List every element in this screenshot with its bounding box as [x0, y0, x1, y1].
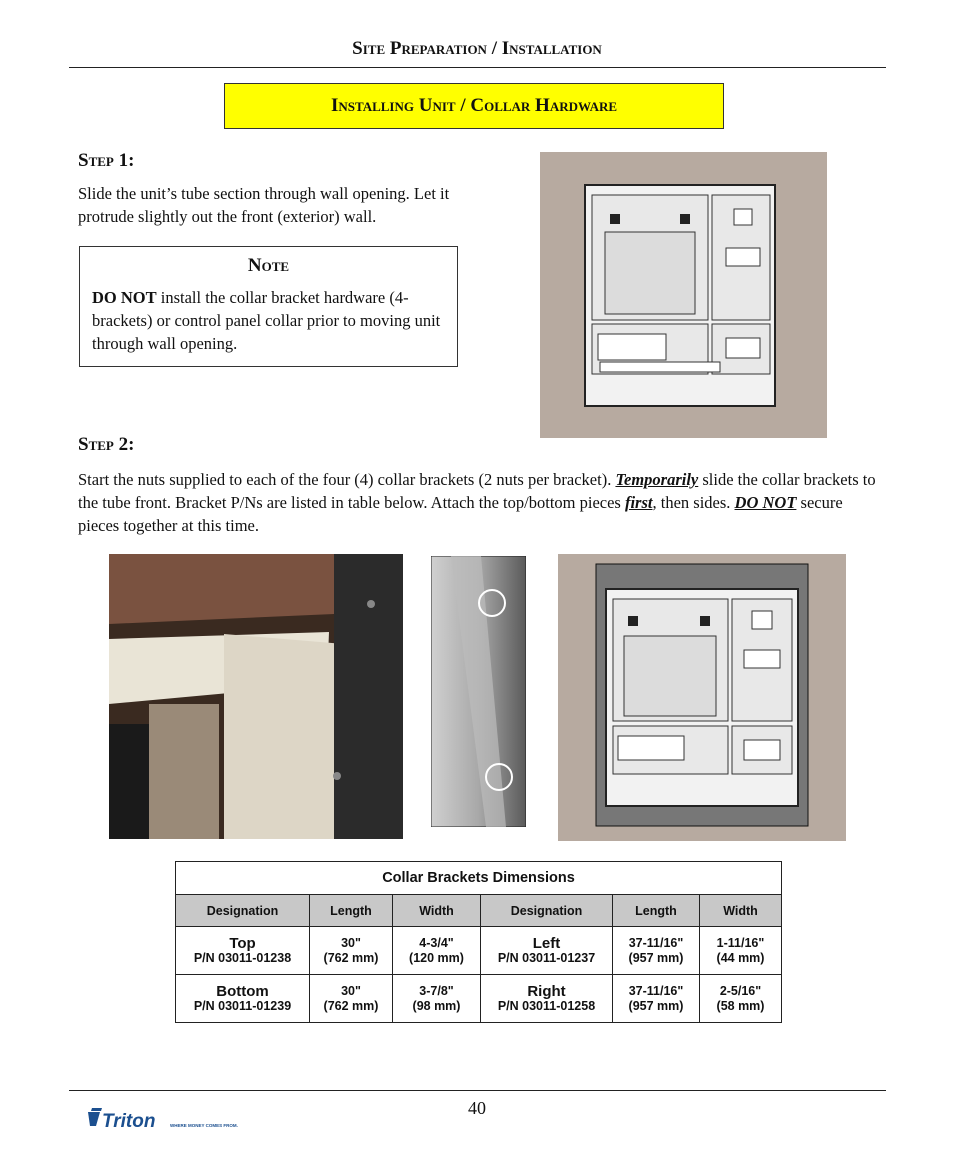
step1-title: Step 1: — [78, 150, 135, 171]
collar-brackets-table — [175, 861, 782, 1023]
width-mm: (44 mm) — [716, 950, 765, 965]
part-number: P/N 03011-01258 — [497, 998, 596, 1013]
step2-text — [78, 468, 883, 537]
note-body: install the collar bracket hardware (4-brackets) or control panel collar prior to moving unit through wall opening. — [92, 288, 441, 353]
logo-tagline: WHERE MONEY COMES FROM. — [170, 1123, 238, 1128]
length: 37-11/16" — [628, 935, 684, 950]
step2-em-first: first — [624, 493, 653, 512]
footer-rule — [69, 1090, 886, 1091]
step2-t1: Start the nuts supplied to each of the four (4) collar brackets (2 nuts per bracket). — [78, 470, 616, 489]
width: 4-3/4" — [419, 935, 454, 950]
note-box — [79, 246, 458, 367]
part-number: P/N 03011-01237 — [497, 950, 596, 965]
width: 2-5/16" — [719, 983, 762, 998]
atm-with-collar-image — [558, 554, 846, 841]
col-header: Width — [700, 895, 782, 927]
triton-logo-icon — [86, 1106, 256, 1141]
designation: Left — [532, 934, 561, 952]
length-mm: (957 mm) — [628, 998, 684, 1013]
part-number: P/N 03011-01239 — [193, 998, 292, 1013]
step2-title: Step 2: — [78, 434, 135, 455]
width-mm: (58 mm) — [716, 998, 765, 1013]
logo-name: Triton — [102, 1111, 156, 1132]
step1-text: Slide the unit’s tube section through wall opening. Let it protrude slightly out the front (exterior) wall. — [78, 184, 450, 226]
length: 30" — [341, 983, 361, 998]
col-header: Length — [310, 895, 393, 927]
note-bold: DO NOT — [92, 288, 157, 307]
col-header: Length — [613, 895, 700, 927]
col-header: Designation — [176, 895, 310, 927]
width-mm: (120 mm) — [409, 950, 464, 965]
width-mm: (98 mm) — [412, 998, 461, 1013]
tube-photo — [109, 554, 403, 839]
step2-t4: secure pieces together at this time. — [78, 493, 843, 535]
length: 30" — [341, 935, 361, 950]
width: 3-7/8" — [419, 983, 454, 998]
table-row — [176, 975, 782, 1023]
col-header: Designation — [481, 895, 613, 927]
bracket-photo — [431, 556, 526, 827]
note-title: Note — [247, 255, 290, 276]
step2-t3: , then sides. — [652, 493, 735, 512]
designation: Bottom — [216, 982, 269, 1000]
page-number: 40 — [468, 1098, 486, 1118]
note-text — [92, 286, 445, 355]
designation: Top — [229, 934, 256, 952]
step2-em-donot: DO NOT — [734, 493, 797, 512]
length-mm: (762 mm) — [323, 950, 379, 965]
length: 37-11/16" — [628, 983, 684, 998]
col-header: Width — [393, 895, 481, 927]
header-rule — [69, 67, 886, 68]
width: 1-11/16" — [716, 935, 765, 950]
part-number: P/N 03011-01238 — [193, 950, 292, 965]
triton-logo-graphic — [86, 1106, 256, 1136]
running-header: Site Preparation / Installation — [352, 38, 602, 59]
length-mm: (957 mm) — [628, 950, 684, 965]
length-mm: (762 mm) — [323, 998, 379, 1013]
atm-in-wall-image — [540, 152, 827, 438]
step2-t2: slide the collar brackets to the tube front. Bracket P/Ns are listed in table below. Attach the top/bottom pieces — [78, 470, 876, 512]
table-row — [176, 927, 782, 975]
step2-em-temporarily: Temporarily — [615, 470, 699, 489]
section-title: Installing Unit / Collar Hardware — [224, 83, 724, 129]
designation: Right — [527, 982, 566, 1000]
table-caption: Collar Brackets Dimensions — [176, 862, 782, 895]
